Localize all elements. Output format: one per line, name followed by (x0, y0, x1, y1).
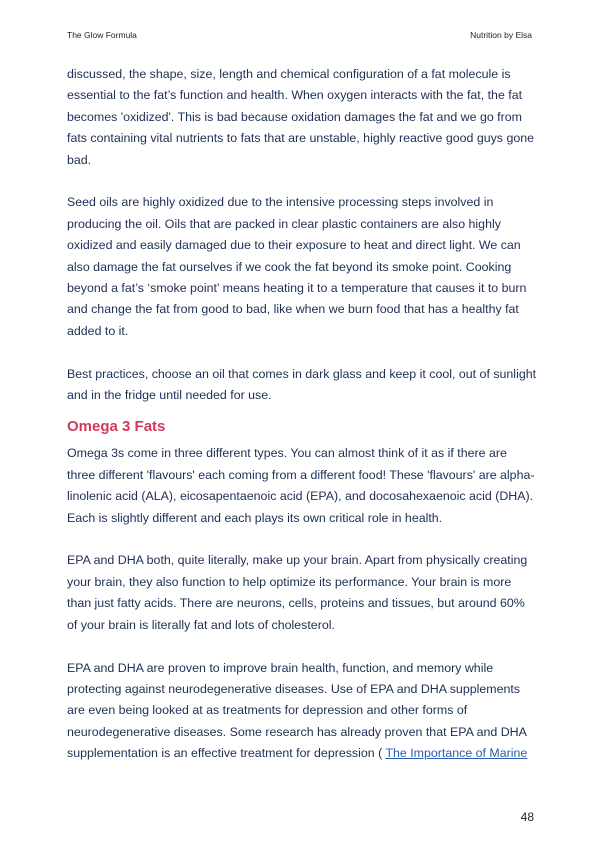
body-paragraph: Omega 3s come in three different types. You can almost think of it as if there are three different 'flavours' each coming from a different food! These 'flavours' are alpha-linolenic acid (ALA), eicosapentaenoic acid (EPA), and docosahexaenoic acid (DHA). Each is slightly different and each plays its own critical role in health. (67, 446, 535, 525)
body-paragraph: Best practices, choose an oil that comes in dark glass and keep it cool, out of sunlight and in the fridge until needed for use. (67, 366, 537, 403)
body-paragraph (67, 658, 537, 765)
page-number: 48 (520, 810, 534, 824)
reference-link[interactable]: The Importance of Marine (385, 746, 528, 761)
document-title: The Glow Formula (67, 30, 137, 40)
body-paragraph: EPA and DHA both, quite literally, make up your brain. Apart from physically creating your brain, they also function to help optimize its performance. Your brain is more than just fatty acids. There are neurons, cells, proteins and tissues, but around 60% of your brain is literally fat and lots of cholesterol. (67, 553, 528, 632)
page-content (67, 64, 537, 765)
body-paragraph: discussed, the shape, size, length and chemical configuration of a fat molecule is essential to the fat’s function and health. When oxygen interacts with the fat, the fat becomes 'oxidized'. This is bad because oxidation damages the fat and we go from fats containing vital nutrients to fats that are unstable, highly reactive good guys gone bad. (67, 67, 535, 167)
section-heading-omega-3: Omega 3 Fats (67, 418, 166, 436)
author-name: Nutrition by Elsa (470, 30, 532, 40)
body-paragraph: Seed oils are highly oxidized due to the intensive processing steps involved in producing the oil. Oils that are packed in clear plastic containers are also highly oxidized and easily damaged due to their exposure to heat and direct light. We can also damage the fat ourselves if we cook the fat beyond its smoke point. Cooking beyond a fat’s ‘smoke point’ means heating it to a temperature that causes it to burn and change the fat from good to bad, like when we burn food that has a healthy fat added to it. (67, 195, 527, 338)
body-paragraph-text: EPA and DHA are proven to improve brain health, function, and memory while protecting against neurodegenerative diseases. Use of EPA and DHA supplements are even being looked at as treatments for depression and other forms of neurodegenerative diseases. Some research has already proven that EPA and DHA supplementation is an effective treatment for depression ( (67, 660, 527, 761)
